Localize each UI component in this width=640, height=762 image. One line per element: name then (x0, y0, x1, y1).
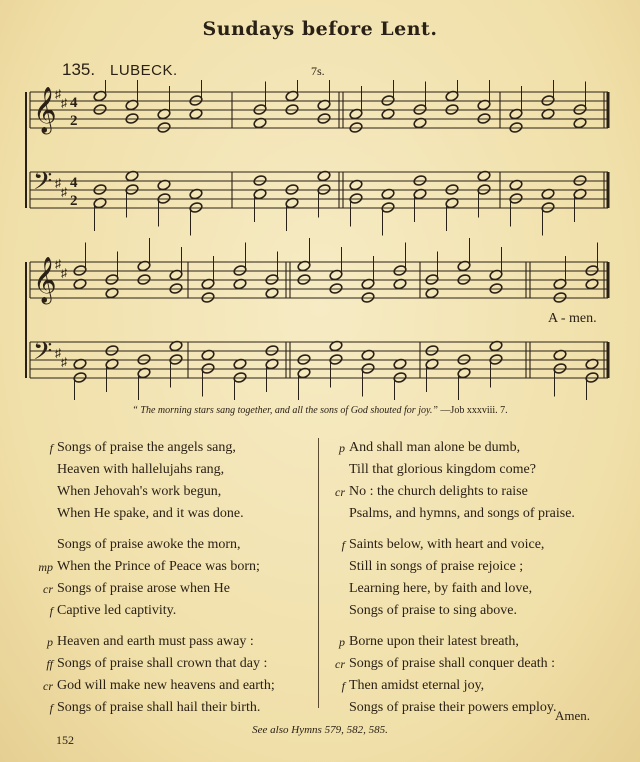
page-number: 152 (56, 733, 74, 747)
sharp-sign: ♯ (61, 185, 67, 199)
dynamic-mark: ff (46, 657, 53, 671)
note-head (393, 265, 407, 277)
time-signature: 2 (70, 193, 78, 209)
see-also: See also Hymns 579, 582, 585. (252, 724, 388, 736)
verse-line: Songs of praise to sing above. (349, 603, 517, 618)
scripture-quote (0, 405, 640, 416)
note-head (553, 363, 567, 375)
note-head (457, 274, 471, 286)
note-head (169, 354, 183, 366)
note-head (317, 184, 331, 196)
note-head (93, 104, 107, 116)
note-head (265, 345, 279, 357)
note-head (541, 95, 555, 107)
note-head (361, 363, 375, 375)
note-head (201, 292, 215, 304)
music-score (0, 80, 640, 400)
verse-line: God will make new heavens and earth; (57, 678, 275, 693)
verse-line: Saints below, with heart and voice, (349, 537, 545, 552)
verse-line: And shall man alone be dumb, (349, 440, 521, 455)
note-head (329, 283, 343, 295)
note-head (585, 265, 599, 277)
note-head (137, 354, 151, 366)
verse-line: Songs of praise shall conquer death : (349, 656, 556, 671)
sharp-sign: ♯ (61, 266, 67, 280)
dynamic-mark: cr (335, 657, 345, 671)
note-head (425, 345, 439, 357)
verse-line: Heaven with hallelujahs rang, (57, 462, 225, 477)
dynamic-mark: f (49, 441, 53, 455)
note-head (381, 95, 395, 107)
note-head (285, 104, 299, 116)
verse-line: Borne upon their latest breath, (349, 634, 519, 649)
dynamic-mark: cr (43, 679, 53, 693)
note-head (425, 274, 439, 286)
note-head (317, 113, 331, 125)
verse-line: Songs of praise awoke the morn, (57, 537, 241, 552)
note-head (169, 283, 183, 295)
note-head (477, 184, 491, 196)
sharp-sign: ♯ (61, 96, 67, 110)
note-head (393, 372, 407, 384)
note-head (157, 193, 171, 205)
note-head (157, 122, 171, 134)
time-signature: 4 (70, 175, 78, 191)
note-head (413, 104, 427, 116)
note-head (233, 372, 247, 384)
note-head (509, 122, 523, 134)
dynamic-mark: cr (43, 582, 53, 596)
note-head (93, 184, 107, 196)
treble-clef: 𝄞 (33, 257, 57, 303)
note-head (189, 95, 203, 107)
dynamic-mark: f (341, 538, 345, 552)
verse-line: Till that glorious kingdom come? (349, 462, 536, 477)
column-divider (318, 438, 319, 708)
sharp-sign: ♯ (61, 355, 67, 369)
note-head (413, 175, 427, 187)
verse-line: Songs of praise their powers employ. (349, 700, 557, 715)
dynamic-mark: f (49, 604, 53, 618)
note-head (349, 193, 363, 205)
verse-line: Still in songs of praise rejoice ; (349, 559, 524, 574)
tune-name: LUBECK. (110, 62, 178, 79)
note-head (233, 265, 247, 277)
note-head (381, 202, 395, 214)
note-head (297, 354, 311, 366)
sharp-sign: ♯ (55, 87, 61, 101)
sharp-sign: ♯ (55, 346, 61, 360)
note-head (125, 184, 139, 196)
note-head (253, 175, 267, 187)
verse-line: Captive led captivity. (57, 603, 177, 618)
note-head (73, 265, 87, 277)
note-head (329, 354, 343, 366)
amen-label: A - men. (548, 311, 597, 326)
verse-line: Learning here, by faith and love, (349, 581, 533, 596)
verse-line: Songs of praise arose when He (57, 581, 231, 596)
note-head (477, 113, 491, 125)
dynamic-mark: cr (335, 485, 345, 499)
page-header: Sundays before Lent. (202, 18, 438, 40)
note-head (349, 122, 363, 134)
note-head (105, 274, 119, 286)
verse-line: Songs of praise shall hail their birth. (57, 700, 261, 715)
sharp-sign: ♯ (55, 257, 61, 271)
note-head (553, 292, 567, 304)
note-head (201, 363, 215, 375)
verse-line: No : the church delights to raise (349, 484, 528, 499)
treble-clef: 𝄞 (33, 87, 57, 133)
note-head (457, 354, 471, 366)
verse-line: When the Prince of Peace was born; (57, 559, 260, 574)
note-head (125, 113, 139, 125)
quote-text: “ The morning stars sang together, and all the sons of God shouted for joy.” (132, 405, 438, 416)
dynamic-mark: p (47, 635, 53, 649)
note-head (585, 372, 599, 384)
dynamic-mark: f (341, 679, 345, 693)
note-head (489, 354, 503, 366)
note-head (265, 274, 279, 286)
dynamic-mark: p (339, 635, 345, 649)
verse-line: When He spake, and it was done. (57, 506, 244, 521)
note-head (509, 193, 523, 205)
verse-line: Psalms, and hymns, and songs of praise. (349, 506, 575, 521)
note-head (189, 202, 203, 214)
note-head (573, 175, 587, 187)
dynamic-mark: f (49, 701, 53, 715)
dynamic-mark: p (339, 441, 345, 455)
amen-text: Amen. (555, 708, 591, 723)
note-head (445, 184, 459, 196)
note-head (541, 202, 555, 214)
quote-reference: —Job xxxviii. 7. (440, 405, 508, 416)
verse-line: Songs of praise the angels sang, (57, 440, 236, 455)
note-head (445, 104, 459, 116)
note-head (285, 184, 299, 196)
note-head (253, 104, 267, 116)
dynamic-mark: mp (38, 560, 53, 574)
note-head (361, 292, 375, 304)
verse-line: When Jehovah's work begun, (57, 484, 222, 499)
note-head (137, 274, 151, 286)
verse-line: Heaven and earth must pass away : (57, 634, 254, 649)
note-head (297, 274, 311, 286)
sharp-sign: ♯ (55, 176, 61, 190)
verse-line: Then amidst eternal joy, (349, 678, 485, 693)
note-head (73, 372, 87, 384)
bass-clef: 𝄢 (33, 167, 53, 202)
meter: 7s. (311, 64, 325, 78)
note-head (489, 283, 503, 295)
note-head (105, 345, 119, 357)
note-head (573, 104, 587, 116)
time-signature: 4 (70, 95, 78, 111)
bass-clef: 𝄢 (33, 337, 53, 372)
time-signature: 2 (70, 113, 78, 129)
hymn-number: 135. (62, 60, 96, 79)
verse-line: Songs of praise shall crown that day : (57, 656, 268, 671)
